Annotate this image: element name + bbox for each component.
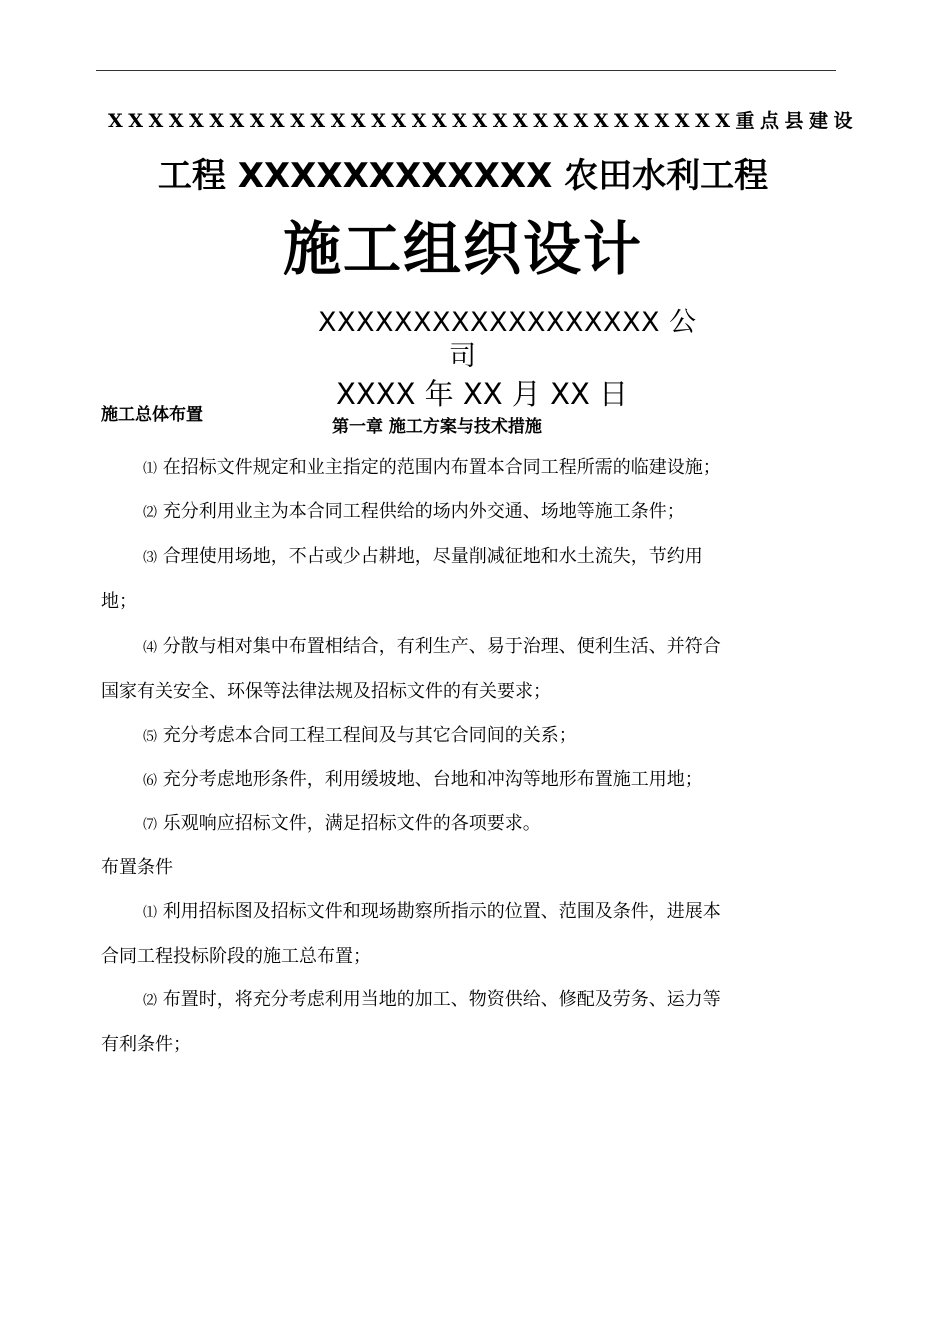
item-text: 充分考虑地形条件，利用缓坡地、台地和冲沟等地形布置施工用地； [162,769,703,790]
list-item [101,446,821,491]
list-item [101,890,821,979]
item-number: ⑷ [143,640,157,656]
title-line-1: XXXXXXXXXXXXXXXXXXXXXXXXXXXXXXX重点县建设 [108,110,858,132]
item-text: 布置时，将充分考虑利用当地的加工、物资供给、修配及劳务、运力等 [162,989,721,1010]
item-text: 充分考虑本合同工程工程间及与其它合同间的关系； [162,725,577,746]
item-text-continued: 合同工程投标阶段的施工总布置； [101,946,371,967]
item-number: ⑵ [143,505,157,521]
item-number: ⑺ [143,817,157,833]
section-heading: 施工总体布置 [101,405,203,425]
document-date: XXXX 年 XX 月 XX 日 [336,377,629,411]
item-text: 利用招标图及招标文件和现场勘察所指示的位置、范围及条件，进展本 [162,901,721,922]
header-rule [96,70,836,71]
item-text: 乐观响应招标文件，满足招标文件的各项要求。 [162,813,541,834]
item-number: ⑴ [143,461,157,477]
item-text-continued: 地； [101,591,137,612]
list-item [101,490,821,535]
item-number: ⑸ [143,729,157,745]
item-number: ⑶ [143,550,157,566]
item-text: 合理使用场地，不占或少占耕地，尽量削减征地和水土流失，节约用 [162,546,703,567]
list-item [101,625,821,714]
item-text-continued: 国家有关安全、环保等法律法规及招标文件的有关要求； [101,681,551,702]
list-item [101,758,821,803]
item-text-continued: 有利条件； [101,1034,191,1055]
company-name-continued: 司 [449,341,476,372]
item-number: ⑴ [143,905,157,921]
title-line-2: 工程 XXXXXXXXXXXX 农田水利工程 [157,156,769,196]
item-text: 在招标文件规定和业主指定的范围内布置本合同工程所需的临建设施； [162,457,721,478]
chapter-title: 第一章 施工方案与技术措施 [332,417,542,437]
list-item [101,714,821,759]
conditions-heading: 布置条件 [101,857,173,878]
item-text: 分散与相对集中布置相结合，有利生产、易于治理、便利生活、并符合 [162,636,721,657]
document-title: 施工组织设计 [282,215,643,283]
list-item [101,535,821,624]
list-item [101,802,821,847]
item-number: ⑹ [143,773,157,789]
company-name: XXXXXXXXXXXXXXXXXX 公 [318,307,697,338]
list-item [101,978,821,1067]
item-text: 充分利用业主为本合同工程供给的场内外交通、场地等施工条件； [162,501,685,522]
item-number: ⑵ [143,993,157,1009]
